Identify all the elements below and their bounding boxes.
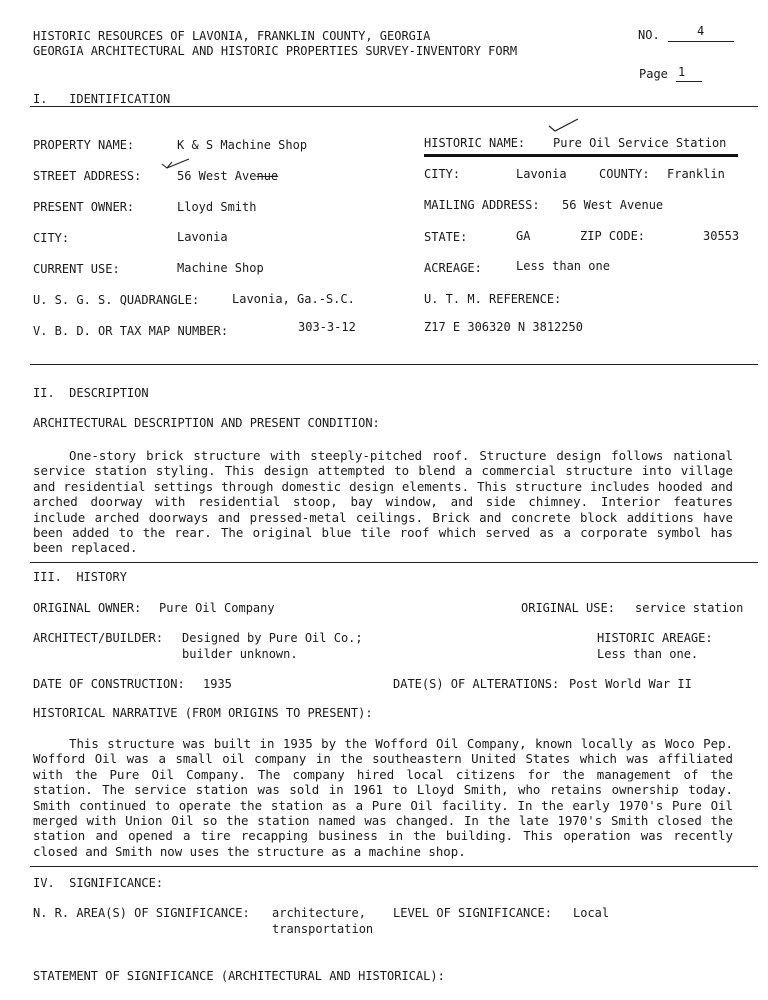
form-number-value: 4 xyxy=(697,24,705,38)
acreage-value: Less than one xyxy=(516,259,610,273)
historic-acreage-label: HISTORIC AREAGE: xyxy=(597,631,713,645)
alterations-label: DATE(S) OF ALTERATIONS: xyxy=(393,677,560,691)
description-text: One-story brick structure with steeply-pitched roof. Structure design follows national service station styling. This design attempted to blend a commercial structure into village and residential settings through domestic design elements. This structure includes hooded and arched doorway with residential stoop, bay window, and side chimney. Interior features include arched doorways and pressed-metal ceilings. Brick and concrete block additions have been added to the rear. The original blue tile roof which served as a corporate symbol has been replaced. xyxy=(33,448,733,556)
city-value: Lavonia xyxy=(516,167,567,181)
historic-name-underline xyxy=(424,154,738,157)
statement-of-significance-label: STATEMENT OF SIGNIFICANCE (ARCHITECTURAL AND HISTORICAL): xyxy=(33,969,445,983)
check-mark-icon xyxy=(547,116,581,134)
zip-code-label: ZIP CODE: xyxy=(580,229,646,243)
check-mark-icon xyxy=(160,156,192,172)
page-label: Page xyxy=(639,67,668,81)
original-owner-label: ORIGINAL OWNER: xyxy=(33,601,142,615)
divider xyxy=(30,106,758,107)
section-identification-heading: I. IDENTIFICATION xyxy=(33,92,171,106)
county-value: Franklin xyxy=(667,167,725,181)
street-address-label: STREET ADDRESS: xyxy=(33,169,142,183)
original-use-label: ORIGINAL USE: xyxy=(521,601,615,615)
property-name-value: K & S Machine Shop xyxy=(177,138,308,152)
state-label: STATE: xyxy=(424,230,468,244)
original-owner-value: Pure Oil Company xyxy=(159,601,275,615)
narrative-label: HISTORICAL NARRATIVE (FROM ORIGINS TO PRESENT): xyxy=(33,706,373,720)
street-address-value: 56 West Avenue xyxy=(177,169,279,183)
utm-reference-label: U. T. M. REFERENCE: xyxy=(424,292,562,306)
tax-map-label: V. B. D. OR TAX MAP NUMBER: xyxy=(33,324,229,338)
divider xyxy=(30,562,758,563)
current-use-value: Machine Shop xyxy=(177,261,264,275)
usgs-quadrangle-value: Lavonia, Ga.-S.C. xyxy=(232,292,355,306)
state-value: GA xyxy=(516,229,531,243)
architect-builder-line2: builder unknown. xyxy=(182,647,298,661)
area-architecture: architecture, xyxy=(272,906,366,920)
level-of-significance-label: LEVEL OF SIGNIFICANCE: xyxy=(393,906,552,920)
property-name-label: PROPERTY NAME: xyxy=(33,138,135,152)
original-use-value: service station xyxy=(635,601,744,615)
divider xyxy=(30,364,758,365)
section-description-heading: II. DESCRIPTION xyxy=(33,386,149,400)
tax-map-value: 303-3-12 xyxy=(298,320,356,334)
architect-builder-label: ARCHITECT/BUILDER: xyxy=(33,631,164,645)
page-number: 1 xyxy=(678,65,686,79)
county-label: COUNTY: xyxy=(599,167,650,181)
form-number-label: NO. xyxy=(638,28,660,42)
utm-reference-value: Z17 E 306320 N 3812250 xyxy=(424,320,583,334)
construction-date-label: DATE OF CONSTRUCTION: xyxy=(33,677,185,691)
description-subheading: ARCHITECTURAL DESCRIPTION AND PRESENT CONDITION: xyxy=(33,416,380,430)
areas-of-significance-label: N. R. AREA(S) OF SIGNIFICANCE: xyxy=(33,906,250,920)
alterations-value: Post World War II xyxy=(569,677,692,691)
narrative-text: This structure was built in 1935 by the Wofford Oil Company, known locally as Woco Pep. Wofford Oil was a small oil company in the southeastern United States which was affiliated with the Pure Oil Company. The company hired local citizens for the management of the station. The service station was sold in 1961 to Lloyd Smith, who retains ownership today. Smith continued to operate the station as a Pure Oil facility. In the early 1970's Pure Oil merged with Union Oil so the station named was changed. In the late 1970's Smith closed the station and opened a tire recapping business in the building. This operation was recently closed and Smith now uses the structure as a machine shop. xyxy=(33,736,733,859)
owner-city-value: Lavonia xyxy=(177,230,228,244)
mailing-address-label: MAILING ADDRESS: xyxy=(424,198,540,212)
form-title-line1: HISTORIC RESOURCES OF LAVONIA, FRANKLIN COUNTY, GEORGIA xyxy=(33,29,431,43)
construction-date-value: 1935 xyxy=(203,677,232,691)
historic-acreage-value: Less than one. xyxy=(597,647,699,661)
level-of-significance-value: Local xyxy=(573,906,610,920)
mailing-address-value: 56 West Avenue xyxy=(562,198,664,212)
historic-name-label: HISTORIC NAME: xyxy=(424,136,526,150)
form-title-line2: GEORGIA ARCHITECTURAL AND HISTORIC PROPERTIES SURVEY-INVENTORY FORM xyxy=(33,44,518,58)
architect-builder-line1: Designed by Pure Oil Co.; xyxy=(182,631,363,645)
section-history-heading: III. HISTORY xyxy=(33,570,127,584)
city-label: CITY: xyxy=(424,167,461,181)
owner-city-label: CITY: xyxy=(33,231,70,245)
divider xyxy=(30,866,758,867)
historic-name-value: Pure Oil Service Station xyxy=(553,136,727,150)
usgs-quadrangle-label: U. S. G. S. QUADRANGLE: xyxy=(33,293,200,307)
present-owner-value: Lloyd Smith xyxy=(177,200,257,214)
current-use-label: CURRENT USE: xyxy=(33,262,120,276)
page-number-underline xyxy=(676,81,702,82)
area-transportation: transportation xyxy=(272,922,374,936)
zip-code-value: 30553 xyxy=(703,229,740,243)
acreage-label: ACREAGE: xyxy=(424,261,482,275)
form-number-underline xyxy=(668,41,734,42)
present-owner-label: PRESENT OWNER: xyxy=(33,200,135,214)
section-significance-heading: IV. SIGNIFICANCE: xyxy=(33,876,164,890)
